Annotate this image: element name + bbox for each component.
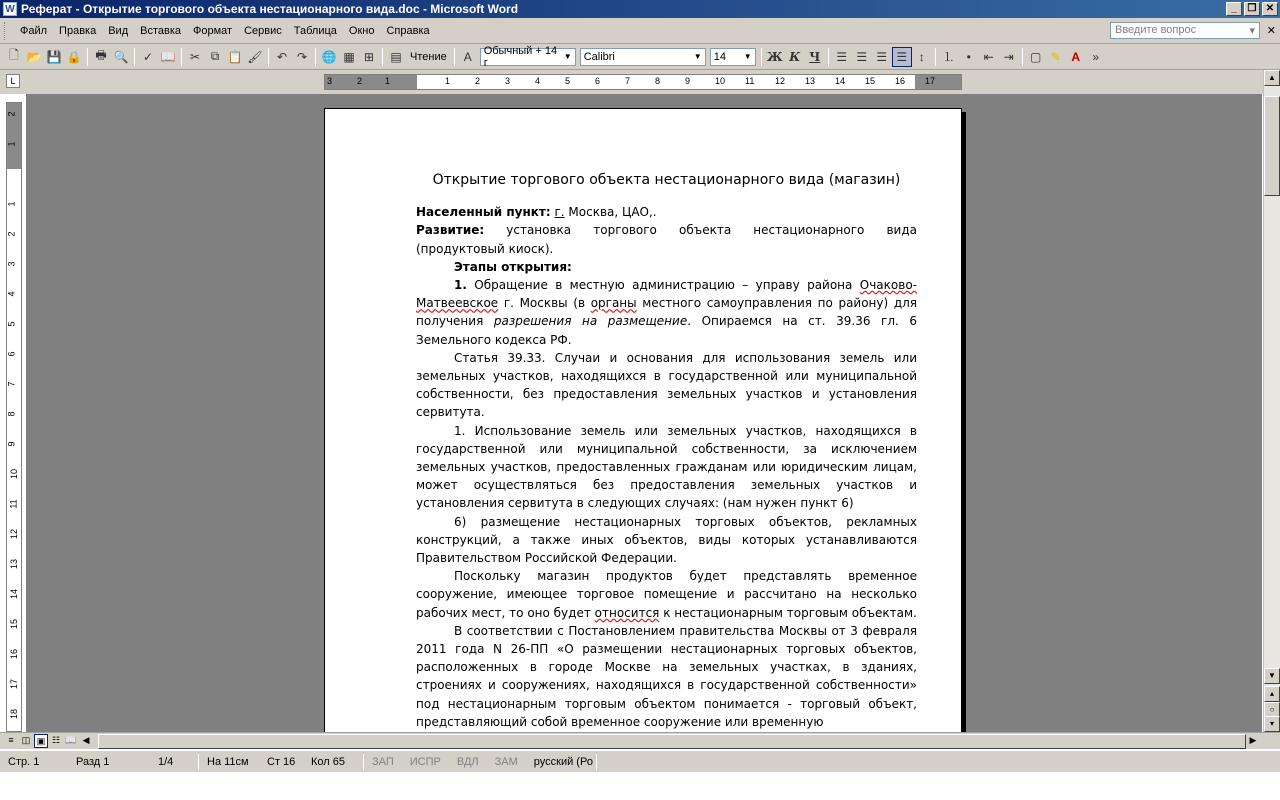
menu-bar — [0, 18, 1280, 44]
toolbar-separator — [454, 48, 455, 66]
research-icon[interactable]: 📖 — [160, 49, 176, 64]
previous-page-icon[interactable]: ▴ — [1264, 686, 1280, 702]
paragraph-store — [416, 567, 917, 622]
ruler-number: 15 — [865, 76, 876, 86]
chevron-down-icon: ▼ — [563, 52, 572, 61]
stages-heading: Этапы открытия: — [454, 259, 572, 274]
save-icon[interactable]: 💾 — [46, 49, 62, 64]
hyperlink-icon[interactable]: 🌐 — [321, 49, 337, 64]
toolbar-separator — [761, 48, 762, 66]
chevron-down-icon: ▼ — [693, 52, 702, 61]
ruler-number: 2 — [357, 76, 363, 86]
ruler-number: 3 — [327, 76, 333, 86]
align-right-icon[interactable]: ☰ — [876, 49, 888, 64]
horizontal-scrollbar[interactable] — [98, 734, 1246, 749]
align-left-icon[interactable]: ☰ — [836, 49, 848, 64]
decrease-indent-icon[interactable]: ⇤ — [983, 49, 994, 64]
ruler-number: 1 — [385, 76, 391, 86]
restore-button[interactable]: ❐ — [1244, 2, 1260, 16]
store-text-a: Поскольку магазин продуктов будет представлять временное сооружение, имеющее торговое помещение и рассчитано на несколько рабочих мест, то оно будет — [416, 569, 917, 620]
ruler-number: 12 — [775, 76, 786, 86]
font-select[interactable] — [580, 48, 706, 66]
ruler-number: 6 — [6, 351, 17, 357]
chevron-down-icon: ▼ — [743, 52, 752, 61]
paragraph-location — [416, 203, 917, 221]
ruler-number: 15 — [9, 618, 20, 630]
ruler-bar — [0, 70, 1280, 94]
status-column[interactable]: Кол 65 — [311, 755, 345, 768]
ruler-number: 13 — [805, 76, 816, 86]
ruler-number: 2 — [6, 111, 17, 117]
font-size-value: 14 — [713, 50, 726, 63]
view-buttons — [4, 734, 93, 748]
document-page[interactable] — [324, 108, 962, 732]
ruler-number: 7 — [6, 381, 17, 387]
paragraph-article: Статья 39.33. Случаи и основания для использования земель или земельных участков, находящихся в государственной или муниципальной собственности, без предоставления земельных участков и установления сервитута. — [416, 350, 917, 420]
toolbar-separator — [87, 48, 88, 66]
style-select[interactable] — [480, 44, 576, 69]
paragraph-stage-1 — [416, 276, 917, 349]
status-language[interactable]: русский (Ро — [533, 755, 593, 768]
right-margin-area — [915, 75, 961, 89]
store-text-b: к нестационарным торговым объектам. — [659, 605, 917, 620]
close-document-button[interactable]: ✕ — [1266, 25, 1276, 37]
document-title: Открытие торгового объекта нестационарного вида (магазин) — [432, 172, 901, 188]
misspelled-word: относится — [594, 605, 660, 620]
toolbar-separator — [315, 48, 316, 66]
status-record-macro[interactable]: ЗАП — [372, 755, 394, 768]
minimize-button[interactable]: _ — [1226, 2, 1242, 16]
italic-button[interactable]: К — [789, 49, 801, 64]
select-browse-object-icon[interactable]: ○ — [1264, 702, 1280, 718]
scrollbar-thumb[interactable] — [1264, 96, 1280, 196]
highlight-icon[interactable]: ✎ — [1050, 49, 1061, 64]
ruler-number: 12 — [9, 528, 20, 540]
horizontal-scrollbar-thumb[interactable] — [98, 734, 1246, 749]
ruler-number: 16 — [9, 648, 20, 660]
ruler-number: 13 — [9, 558, 20, 570]
tab-selector[interactable]: L — [6, 74, 20, 88]
status-track-changes[interactable]: ИСПР — [409, 755, 441, 768]
taskbar-area — [0, 772, 1280, 800]
ruler-number: 3 — [505, 76, 511, 86]
ruler-number: 1 — [445, 76, 451, 86]
borders-icon[interactable]: ▢ — [1030, 49, 1042, 64]
menu-edit[interactable]: Правка — [59, 24, 97, 37]
ruler-number: 8 — [6, 411, 17, 417]
scroll-up-icon[interactable]: ▲ — [1264, 70, 1280, 86]
paragraph-development — [416, 221, 917, 257]
ruler-number: 2 — [475, 76, 481, 86]
help-placeholder: Введите вопрос — [1115, 24, 1197, 36]
menu-grip[interactable] — [4, 22, 8, 40]
font-color-icon[interactable]: A — [1071, 49, 1081, 64]
ruler-number: 4 — [535, 76, 541, 86]
document-body[interactable] — [416, 171, 917, 731]
status-line[interactable]: Ст 16 — [267, 755, 296, 768]
redo-icon[interactable]: ↷ — [296, 49, 308, 64]
align-center-icon[interactable]: ☰ — [856, 49, 868, 64]
menu-window[interactable]: Окно — [348, 24, 375, 37]
organy-word: органы — [590, 296, 637, 311]
toolbar-separator — [181, 48, 182, 66]
open-folder-icon[interactable]: 📂 — [26, 49, 42, 64]
paste-icon[interactable]: 📋 — [227, 49, 243, 64]
stage-text-b: г. Москвы (в — [498, 296, 591, 311]
new-document-icon[interactable]: 🗋 — [9, 48, 19, 62]
next-page-icon[interactable]: ▾ — [1264, 716, 1280, 732]
ruler-number: 14 — [835, 76, 846, 86]
menu-table[interactable]: Таблица — [293, 24, 337, 37]
ruler-number: 6 — [595, 76, 601, 86]
styles-formatting-icon[interactable]: A — [463, 49, 472, 64]
stage-number: 1. — [454, 278, 467, 293]
font-value: Calibri — [583, 50, 615, 63]
toolbar — [0, 44, 1280, 70]
reading-view-icon[interactable]: 📖 — [65, 735, 77, 745]
toolbar-options-icon[interactable]: » — [1092, 49, 1100, 64]
reading-layout-icon[interactable]: ▤ — [390, 49, 402, 64]
status-separator — [596, 754, 597, 770]
ruler-number: 11 — [745, 76, 755, 86]
menu-insert[interactable]: Вставка — [140, 24, 182, 37]
scroll-down-icon[interactable]: ▼ — [1264, 668, 1280, 684]
status-section[interactable]: Разд 1 — [76, 755, 110, 768]
word-app-icon[interactable]: W — [3, 2, 17, 16]
undo-icon[interactable]: ↶ — [276, 49, 288, 64]
ruler-number: 9 — [6, 441, 17, 447]
ruler-number: 10 — [715, 76, 726, 86]
ruler-number: 10 — [9, 468, 20, 480]
print-preview-icon[interactable]: 🔍 — [113, 49, 129, 64]
style-value: Обычный + 14 г — [483, 44, 558, 69]
location-value: Москва, ЦАО,. — [564, 205, 657, 220]
line-spacing-icon[interactable]: ↕ — [918, 49, 925, 64]
menu-view[interactable]: Вид — [108, 24, 129, 37]
ruler-number: 5 — [6, 321, 17, 327]
vertical-ruler[interactable] — [6, 102, 22, 732]
ruler-number: 18 — [9, 708, 20, 720]
toolbar-separator — [268, 48, 269, 66]
document-area[interactable] — [26, 94, 1262, 732]
status-page[interactable]: Стр. 1 — [8, 755, 40, 768]
menu-format[interactable]: Формат — [193, 24, 233, 37]
close-button[interactable]: ✕ — [1262, 2, 1278, 16]
ruler-number: 2 — [6, 231, 17, 237]
permit-phrase: разрешения на размещение — [493, 314, 688, 329]
district-name: Очаково-Матвеевское — [416, 278, 917, 311]
reading-button[interactable]: Чтение — [410, 50, 447, 63]
stage-text-d: . Опираемся на ст. 39.36 гл. 6 Земельного кодекса РФ. — [416, 314, 917, 347]
font-size-select[interactable] — [710, 48, 756, 66]
ruler-number: 3 — [6, 261, 17, 267]
increase-indent-icon[interactable]: ⇥ — [1003, 49, 1014, 64]
bold-button[interactable]: Ж — [766, 49, 783, 64]
menu-file[interactable]: Файл — [20, 24, 48, 37]
numbering-icon[interactable]: ⒈ — [942, 50, 955, 64]
ruler-number: 7 — [625, 76, 631, 86]
print-icon[interactable]: 🖶 — [95, 48, 107, 62]
ruler-number: 11 — [8, 499, 19, 509]
development-label: Развитие: — [416, 223, 485, 238]
toolbar-separator — [134, 48, 135, 66]
menu-tools[interactable]: Сервис — [244, 24, 282, 37]
city-prefix: г. — [554, 205, 565, 220]
chevron-down-icon: ▾ — [1249, 25, 1255, 37]
status-position[interactable]: На 11см — [207, 755, 249, 768]
status-overtype[interactable]: ЗАМ — [494, 755, 518, 768]
underline-button[interactable]: Ч — [809, 49, 821, 64]
vertical-scrollbar[interactable] — [1263, 70, 1280, 732]
spelling-icon[interactable]: ✓ — [142, 49, 154, 64]
permission-icon[interactable]: 🔒 — [66, 49, 82, 64]
ruler-number: 16 — [895, 76, 906, 86]
ruler-number: 14 — [9, 588, 20, 600]
scroll-left-icon[interactable]: ◀ — [82, 735, 90, 745]
location-label: Населенный пункт: — [416, 205, 551, 220]
horizontal-ruler[interactable] — [324, 74, 962, 90]
left-margin-area — [325, 75, 417, 89]
status-page-count[interactable]: 1/4 — [158, 755, 174, 768]
development-value: установка торгового объекта нестационарного вида (продуктовый киоск). — [416, 223, 917, 256]
status-extend[interactable]: ВДЛ — [456, 755, 479, 768]
toolbar-separator — [828, 48, 829, 66]
ruler-number: 17 — [9, 678, 20, 690]
menu-help[interactable]: Справка — [386, 24, 430, 37]
normal-view-icon[interactable]: ≡ — [8, 735, 14, 745]
ruler-number: 5 — [565, 76, 571, 86]
toolbar-separator — [382, 48, 383, 66]
stage-text-c: местного самоуправления по району) для получения — [416, 296, 918, 329]
bullets-icon[interactable]: • — [966, 49, 971, 64]
help-search-input[interactable] — [1110, 22, 1260, 39]
horizontal-scroll-area — [0, 732, 1280, 749]
insert-table-icon[interactable]: ⊞ — [363, 49, 375, 64]
justify-icon[interactable]: ☰ — [892, 47, 912, 67]
print-layout-icon[interactable]: ▣ — [34, 734, 48, 748]
format-painter-icon[interactable]: 🖌 — [247, 49, 263, 64]
tables-borders-icon[interactable]: ▦ — [343, 49, 355, 64]
title-bar — [0, 0, 1280, 18]
web-layout-icon[interactable]: ◫ — [21, 735, 31, 745]
ruler-number: 17 — [925, 76, 936, 86]
ruler-number: 4 — [6, 291, 17, 297]
paragraph-decree: В соответствии с Постановлением правительства Москвы от 3 февраля 2011 года N 26-ПП «О размещении нестационарных торговых объектов, расположенных в городе Москве на земельных участках, в зданиях, строениях и сооружениях, находящихся в государственной собственности» под нестационарным торговым объектом понимается - торговый объект, представляющий собой временное сооружение или временную — [416, 623, 917, 729]
ruler-number: 1 — [6, 201, 17, 207]
outline-view-icon[interactable]: ☷ — [51, 735, 61, 745]
cut-icon[interactable]: ✂ — [189, 49, 201, 64]
paragraph-clause-1: 1. Использование земель или земельных участков, находящихся в государственной или муниципальной собственности, за исключением земельных участков, предоставленных гражданам или юридическим лицам, может осуществляться без предоставления земельных участков и установления сервитута в следующих случаях: (нам нужен пункт 6) — [416, 423, 917, 511]
ruler-number: 9 — [685, 76, 691, 86]
status-bar — [0, 750, 1280, 772]
stage-text-a: Обращение в местную администрацию – управу района — [466, 278, 860, 293]
copy-icon[interactable]: ⧉ — [210, 49, 220, 63]
toolbar-separator — [1022, 48, 1023, 66]
ruler-number: 8 — [655, 76, 661, 86]
paragraph-clause-6: 6) размещение нестационарных торговых объектов, рекламных конструкций, а также иных объектов, виды которых устанавливаются Правительством Российской Федерации. — [416, 514, 917, 566]
toolbar-separator — [935, 48, 936, 66]
ruler-number: 1 — [6, 141, 17, 147]
scroll-right-icon[interactable]: ▶ — [1249, 735, 1257, 745]
window-title: Реферат - Открытие торгового объекта нестационарного вида.doc - Microsoft Word — [21, 2, 519, 16]
